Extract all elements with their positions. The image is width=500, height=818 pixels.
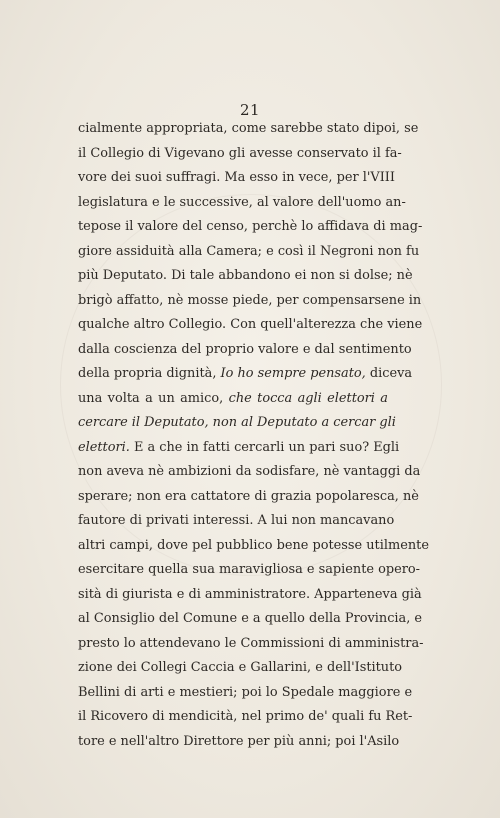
text-line: dalla coscienza del proprio valore e dal sentimento	[78, 341, 412, 357]
text-line: della propria dignità, Io ho sempre pensato, diceva	[78, 366, 413, 381]
text-line: sperare; non era cattatore di grazia popolaresca, nè	[78, 488, 419, 504]
text-line: legislatura e le successive, al valore dell'uomo an-	[78, 194, 406, 210]
text-line: esercitare quella sua maravigliosa e sapiente opero-	[78, 562, 421, 577]
text-line: tepose il valore del censo, perchè lo affidava di mag-	[78, 219, 423, 234]
text-line: più Deputato. Di tale abbandono ei non si dolse; nè	[78, 268, 413, 283]
text-line: tore e nell'altro Direttore per più anni; poi l'Asilo	[78, 733, 400, 749]
italic-quote: elettori.	[78, 439, 130, 455]
text-line: giore assiduità alla Camera; e così il Negroni non fu	[78, 243, 420, 259]
text-line: qualche altro Collegio. Con quell'alterezza che viene	[78, 317, 423, 332]
text-line: cialmente appropriata, come sarebbe stato dipoi, se	[78, 121, 419, 136]
italic-quote: che tocca agli elettori a	[228, 390, 388, 406]
text-line: brigò affatto, nè mosse piede, per compensarsene in	[78, 292, 422, 308]
body-text	[78, 117, 429, 754]
text-line: Bellini di arti e mestieri; poi lo Spedale maggiore e	[78, 684, 413, 700]
text-line: il Collegio di Vigevano gli avesse conservato il fa-	[78, 145, 402, 161]
text-line: una volta a un amico, che tocca agli elettori a	[78, 390, 388, 406]
text-line: presto lo attendevano le Commissioni di amministra-	[78, 635, 424, 651]
text-line: al Consiglio del Comune e a quello della Provincia, e	[78, 611, 423, 626]
italic-quote: cercare il Deputato, non al Deputato a cercar gli	[78, 415, 396, 430]
text-line: elettori. E a che in fatti cercarli un pari suo? Egli	[78, 439, 400, 455]
text-line: zione dei Collegi Caccia e Gallarini, e dell'Istituto	[78, 660, 403, 675]
italic-quote: Io ho sempre pensato,	[220, 366, 366, 381]
text-line: altri campi, dove pel pubblico bene potesse utilmente	[78, 537, 429, 553]
text-line: il Ricovero di mendicità, nel primo de' quali fu Ret-	[78, 709, 413, 724]
page-number: 21	[239, 101, 261, 119]
text-line: sità di giurista e di amministratore. Apparteneva già	[78, 586, 422, 602]
text-line: fautore di privati interessi. A lui non mancavano	[78, 513, 395, 528]
text-line	[78, 411, 396, 436]
text-line: non aveva nè ambizioni da sodisfare, nè vantaggi da	[78, 464, 421, 479]
text-line: vore dei suoi suffragi. Ma esso in vece, per l'VIII	[78, 170, 395, 185]
